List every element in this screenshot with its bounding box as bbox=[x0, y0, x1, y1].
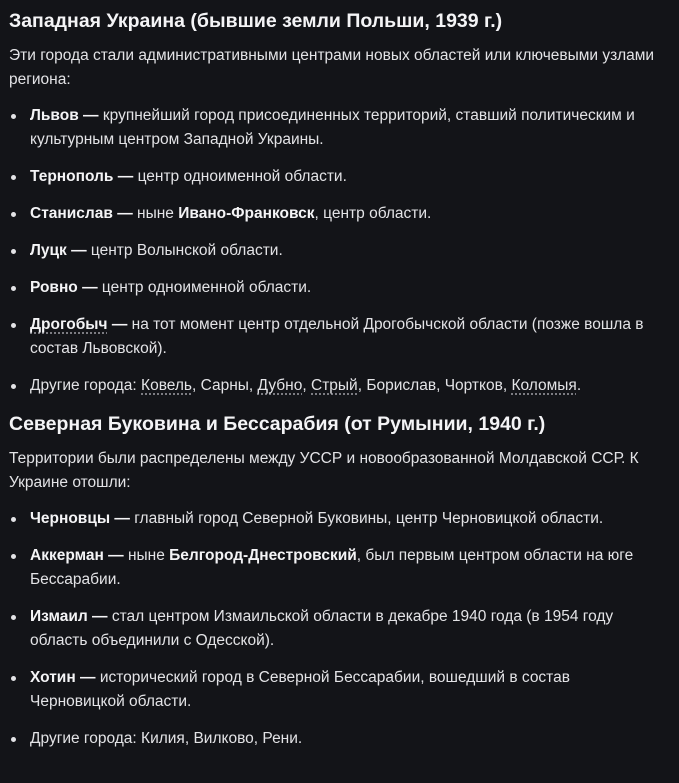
separator: , bbox=[302, 377, 311, 394]
dash: — bbox=[78, 107, 103, 124]
section-intro: Эти города стали административными центрами новых областей или ключевыми узлами региона: bbox=[9, 47, 655, 88]
separator: , bbox=[253, 730, 263, 747]
city-name: Вилково bbox=[193, 730, 254, 747]
separator: , bbox=[184, 730, 194, 747]
list-item-other-cities bbox=[9, 727, 679, 751]
separator: , bbox=[502, 377, 512, 394]
list-item bbox=[9, 202, 679, 226]
dash: — bbox=[103, 547, 128, 564]
bullet-icon bbox=[11, 737, 16, 742]
bullet-icon bbox=[11, 554, 16, 559]
list-item bbox=[9, 239, 679, 263]
bullet-icon bbox=[11, 676, 16, 681]
separator: , bbox=[436, 377, 445, 394]
list-item bbox=[9, 507, 679, 531]
bullet-icon bbox=[11, 175, 16, 180]
city-description: на тот момент центр отдельной Дрогобычской области (позже вошла в состав Львовской). bbox=[30, 316, 644, 357]
city-list-western-ukraine bbox=[9, 104, 679, 398]
list-item bbox=[9, 313, 679, 361]
city-list-bukovina-bessarabia bbox=[9, 507, 679, 751]
list-item bbox=[9, 605, 679, 653]
bullet-icon bbox=[11, 249, 16, 254]
bullet-icon bbox=[11, 114, 16, 119]
modern-name: Ивано-Франковск bbox=[178, 205, 315, 222]
other-cities-label: Другие города: bbox=[30, 730, 142, 747]
separator: . bbox=[576, 377, 582, 394]
bullet-icon bbox=[11, 517, 16, 522]
bullet-icon bbox=[11, 286, 16, 291]
bullet-icon bbox=[11, 323, 16, 328]
city-name: Хотин bbox=[30, 669, 76, 686]
section-intro: Территории были распределены между УССР и новообразованной Молдавской ССР. К Украине отошли: bbox=[9, 450, 639, 491]
city-name: Килия bbox=[141, 730, 185, 747]
list-item bbox=[9, 276, 679, 300]
dash: — bbox=[87, 608, 112, 625]
city-description: стал центром Измаильской области в декабре 1940 года (в 1954 году область объединили с Одесской). bbox=[30, 608, 614, 649]
city-name: Измаил bbox=[30, 608, 88, 625]
dash: — bbox=[110, 510, 135, 527]
city-description: исторический город в Северной Бессарабии, вошедший в состав Черновицкой области. bbox=[30, 669, 570, 710]
city-name: Борислав bbox=[366, 377, 437, 394]
city-description: центр Волынской области. bbox=[90, 242, 283, 259]
separator: , bbox=[248, 377, 258, 394]
city-link[interactable]: Ковель bbox=[141, 377, 192, 394]
bullet-icon bbox=[11, 615, 16, 620]
city-name: Станислав bbox=[30, 205, 113, 222]
city-name: Ровно bbox=[30, 279, 78, 296]
bullet-icon bbox=[11, 384, 16, 389]
city-description: , был первым центром области на юге Бессарабии. bbox=[30, 547, 634, 588]
dash: — bbox=[112, 205, 138, 222]
other-cities bbox=[141, 730, 302, 747]
list-item bbox=[9, 666, 679, 714]
list-item bbox=[9, 104, 679, 152]
other-cities bbox=[141, 377, 581, 394]
city-name: Сарны bbox=[200, 377, 249, 394]
dash: — bbox=[107, 316, 132, 333]
dash: — bbox=[77, 279, 102, 296]
separator: . bbox=[297, 730, 303, 747]
city-description: , центр области. bbox=[314, 205, 432, 222]
dash: — bbox=[113, 168, 138, 185]
city-description: центр одноименной области. bbox=[101, 279, 312, 296]
city-description: главный город Северной Буковины, центр Черновицкой области. bbox=[134, 510, 604, 527]
other-cities-label: Другие города: bbox=[30, 377, 142, 394]
city-name: Черновцы bbox=[30, 510, 111, 527]
city-name: Тернополь bbox=[30, 168, 114, 185]
city-link[interactable]: Стрый bbox=[311, 377, 358, 394]
prefix-text: ныне bbox=[137, 205, 179, 222]
city-link[interactable]: Дубно bbox=[257, 377, 303, 394]
bullet-icon bbox=[11, 212, 16, 217]
modern-name: Белгород-Днестровский bbox=[169, 547, 357, 564]
city-link[interactable]: Коломыя bbox=[511, 377, 577, 394]
list-item bbox=[9, 544, 679, 592]
city-name: Луцк bbox=[30, 242, 67, 259]
city-name: Рени bbox=[262, 730, 298, 747]
city-name: Аккерман bbox=[30, 547, 104, 564]
city-link-drohobych[interactable]: Дрогобыч bbox=[30, 316, 108, 333]
city-name: Львов bbox=[30, 107, 79, 124]
list-item bbox=[9, 165, 679, 189]
separator: , bbox=[357, 377, 367, 394]
list-item-other-cities bbox=[9, 374, 679, 398]
city-name: Чортков bbox=[444, 377, 503, 394]
prefix-text: ныне bbox=[127, 547, 170, 564]
section-heading-western-ukraine: Западная Украина (бывшие земли Польши, 1939 г.) bbox=[9, 10, 503, 32]
dash: — bbox=[66, 242, 91, 259]
city-description: крупнейший город присоединенных территорий, ставший политическим и культурным центром Западной Украины. bbox=[30, 107, 635, 148]
separator: , bbox=[191, 377, 201, 394]
section-heading-bukovina-bessarabia: Северная Буковина и Бессарабия (от Румынии, 1940 г.) bbox=[9, 413, 546, 435]
city-description: центр одноименной области. bbox=[137, 168, 347, 185]
dash: — bbox=[75, 669, 100, 686]
